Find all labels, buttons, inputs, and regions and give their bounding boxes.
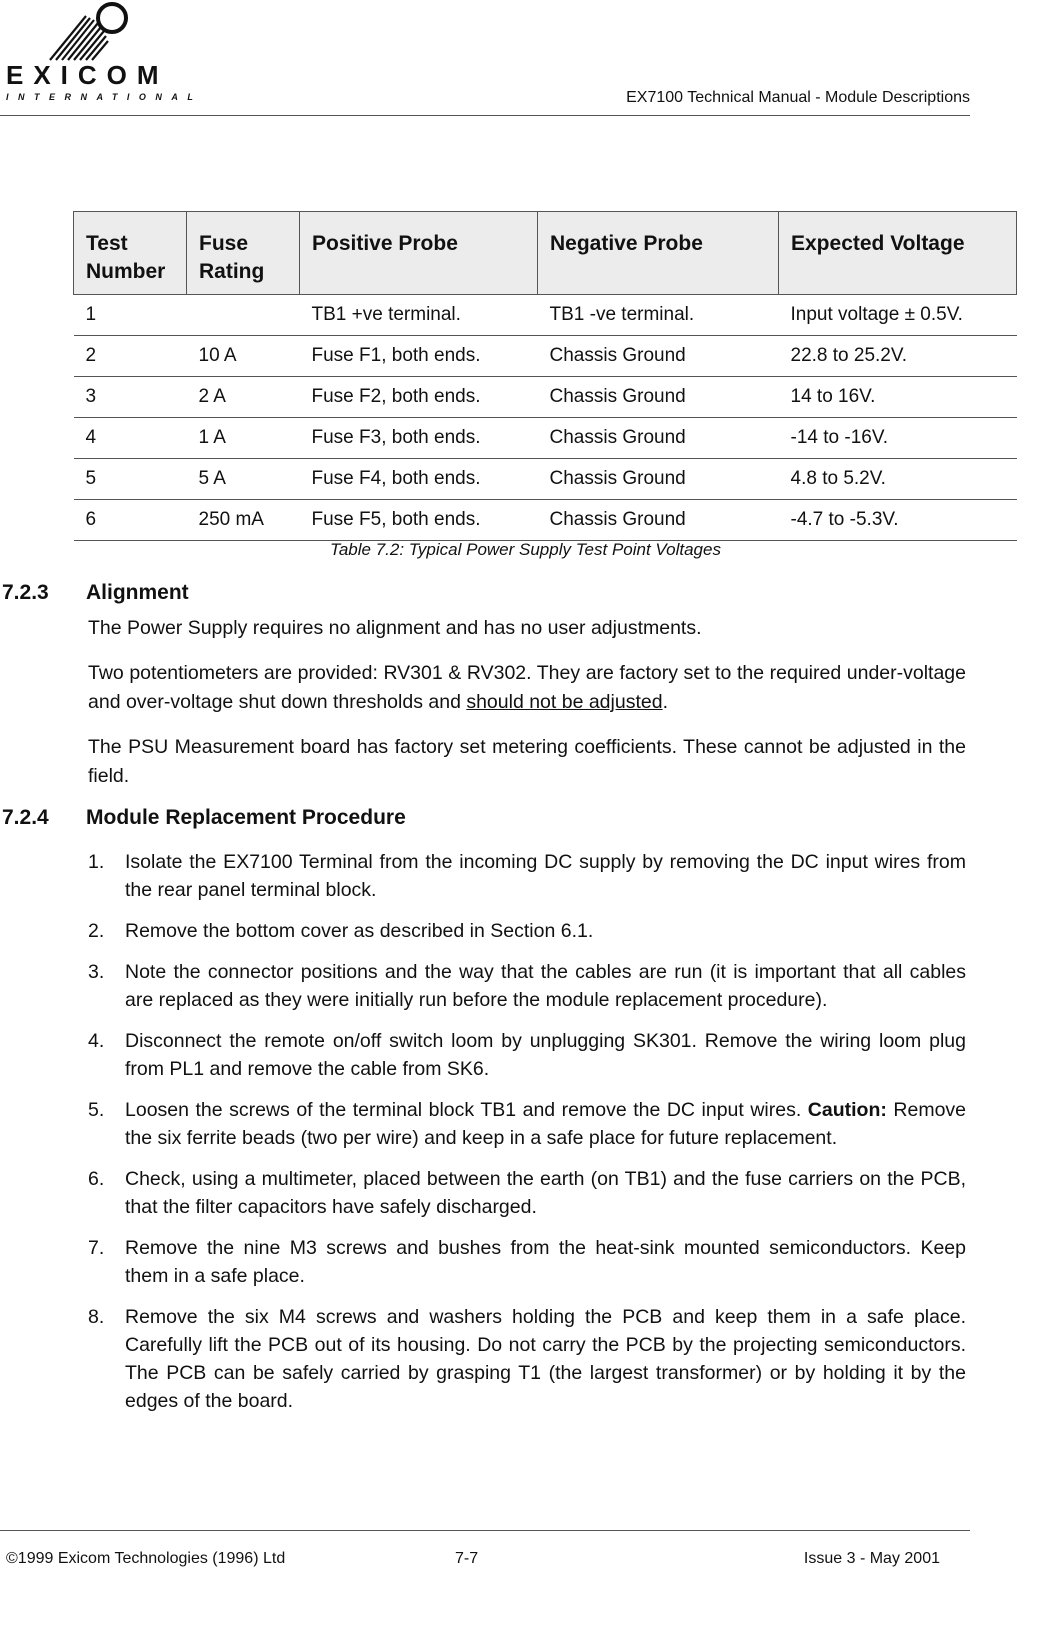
cell-expected-voltage: -4.7 to -5.3V. xyxy=(779,500,1017,541)
footer-copyright: ©1999 Exicom Technologies (1996) Ltd xyxy=(6,1550,286,1567)
logo-wordmark: EXICOM xyxy=(6,60,169,90)
step-number: 8. xyxy=(88,1306,105,1328)
cell-fuse-rating: 5 A xyxy=(187,459,300,500)
step-text: Remove the bottom cover as described in Section 6.1. xyxy=(125,920,594,942)
list-item xyxy=(88,1165,966,1221)
cell-test-number: 1 xyxy=(74,295,187,336)
table-row xyxy=(74,418,1017,459)
footer-divider xyxy=(0,1530,970,1531)
header-test-number: Test Number xyxy=(74,212,187,295)
paragraph-text: Two potentiometers are provided: RV301 & RV302. They are factory set to the required under-voltage and over-voltage shut down thresholds and xyxy=(88,662,966,713)
list-item xyxy=(88,1303,966,1415)
list-item xyxy=(88,917,966,945)
list-item xyxy=(88,848,966,904)
cell-positive-probe: Fuse F1, both ends. xyxy=(300,336,538,377)
cell-test-number: 4 xyxy=(74,418,187,459)
step-text: Disconnect the remote on/off switch loom by unplugging SK301. Remove the wiring loom plug from PL1 and remove the cable from SK6. xyxy=(125,1030,966,1080)
cell-fuse-rating: 2 A xyxy=(187,377,300,418)
step-number: 4. xyxy=(88,1030,105,1052)
step-text-continued: Remove the six ferrite beads (two per wire) and keep in a safe place for future replacement. xyxy=(125,1099,967,1149)
cell-positive-probe: Fuse F2, both ends. xyxy=(300,377,538,418)
paragraph-end: . xyxy=(662,691,668,713)
cell-expected-voltage: 4.8 to 5.2V. xyxy=(779,459,1017,500)
step-text: Loosen the screws of the terminal block TB1 and remove the DC input wires. xyxy=(125,1099,808,1121)
list-item xyxy=(88,1234,966,1290)
step-number: 3. xyxy=(88,961,105,983)
section-title: Module Replacement Procedure xyxy=(86,806,406,829)
cell-test-number: 5 xyxy=(74,459,187,500)
cell-expected-voltage: 14 to 16V. xyxy=(779,377,1017,418)
replacement-steps xyxy=(88,848,966,1428)
cell-positive-probe: Fuse F5, both ends. xyxy=(300,500,538,541)
header-positive-probe: Positive Probe xyxy=(300,212,538,295)
cell-negative-probe: Chassis Ground xyxy=(538,418,779,459)
step-text: Remove the nine M3 screws and bushes from the heat-sink mounted semiconductors. Keep them in a safe place. xyxy=(125,1237,966,1287)
step-text: Note the connector positions and the way that the cables are run (it is important that all cables are replaced as they were initially run before the module replacement procedure). xyxy=(125,961,966,1011)
list-item xyxy=(88,1096,966,1152)
step-number: 5. xyxy=(88,1099,105,1121)
list-item xyxy=(88,1027,966,1083)
alignment-paragraph-2 xyxy=(88,659,966,717)
alignment-paragraph-1: The Power Supply requires no alignment and has no user adjustments. xyxy=(88,617,702,639)
table-row xyxy=(74,500,1017,541)
cell-fuse-rating: 1 A xyxy=(187,418,300,459)
section-title: Alignment xyxy=(86,581,189,604)
header-expected-voltage: Expected Voltage xyxy=(779,212,1017,295)
step-text: Remove the six M4 screws and washers holding the PCB and keep them in a safe place. Carefully lift the PCB out of its housing. Do not carry the PCB by the projecting semiconductors. The PCB can be safely carried by grasping T1 (the largest transformer) or by holding it by the edges of the board. xyxy=(125,1306,966,1412)
step-number: 2. xyxy=(88,920,105,942)
table-row xyxy=(74,295,1017,336)
section-number: 7.2.3 xyxy=(2,581,49,604)
cell-negative-probe: Chassis Ground xyxy=(538,459,779,500)
cell-fuse-rating: 250 mA xyxy=(187,500,300,541)
header-title: EX7100 Technical Manual - Module Descriptions xyxy=(626,89,970,106)
cell-expected-voltage: -14 to -16V. xyxy=(779,418,1017,459)
header-divider xyxy=(0,115,970,116)
cell-positive-probe: Fuse F3, both ends. xyxy=(300,418,538,459)
cell-positive-probe: Fuse F4, both ends. xyxy=(300,459,538,500)
step-number: 6. xyxy=(88,1168,105,1190)
table-row xyxy=(74,377,1017,418)
voltage-table xyxy=(73,211,1017,541)
cell-negative-probe: Chassis Ground xyxy=(538,377,779,418)
step-number: 1. xyxy=(88,851,105,873)
footer-page-number: 7-7 xyxy=(455,1550,479,1567)
table-header-row xyxy=(74,212,1017,295)
table-row xyxy=(74,336,1017,377)
table-row xyxy=(74,459,1017,500)
warning-underlined-text: should not be adjusted xyxy=(466,691,663,713)
header-fuse-rating: Fuse Rating xyxy=(187,212,300,295)
cell-positive-probe: TB1 +ve terminal. xyxy=(300,295,538,336)
company-logo xyxy=(0,0,203,110)
logo-subtitle: INTERNATIONAL xyxy=(6,92,203,102)
step-number: 7. xyxy=(88,1237,105,1259)
cell-negative-probe: Chassis Ground xyxy=(538,500,779,541)
list-item xyxy=(88,958,966,1014)
cell-negative-probe: TB1 -ve terminal. xyxy=(538,295,779,336)
header-negative-probe: Negative Probe xyxy=(538,212,779,295)
alignment-paragraph-3: The PSU Measurement board has factory set metering coefficients. These cannot be adjusted in the field. xyxy=(88,736,966,787)
section-number: 7.2.4 xyxy=(2,806,49,829)
step-text: Isolate the EX7100 Terminal from the incoming DC supply by removing the DC input wires from the rear panel terminal block. xyxy=(125,851,966,901)
step-text: Check, using a multimeter, placed between the earth (on TB1) and the fuse carriers on the PCB, that the filter capacitors have safely discharged. xyxy=(125,1168,966,1218)
caution-label: Caution: xyxy=(807,1099,887,1121)
cell-test-number: 6 xyxy=(74,500,187,541)
cell-expected-voltage: 22.8 to 25.2V. xyxy=(779,336,1017,377)
cell-test-number: 2 xyxy=(74,336,187,377)
cell-expected-voltage: Input voltage ± 0.5V. xyxy=(779,295,1017,336)
cell-fuse-rating: 10 A xyxy=(187,336,300,377)
globe-icon xyxy=(40,2,135,64)
table-caption: Table 7.2: Typical Power Supply Test Point Voltages xyxy=(330,540,721,559)
cell-fuse-rating xyxy=(187,295,300,336)
cell-negative-probe: Chassis Ground xyxy=(538,336,779,377)
cell-test-number: 3 xyxy=(74,377,187,418)
footer-issue: Issue 3 - May 2001 xyxy=(803,1550,940,1567)
